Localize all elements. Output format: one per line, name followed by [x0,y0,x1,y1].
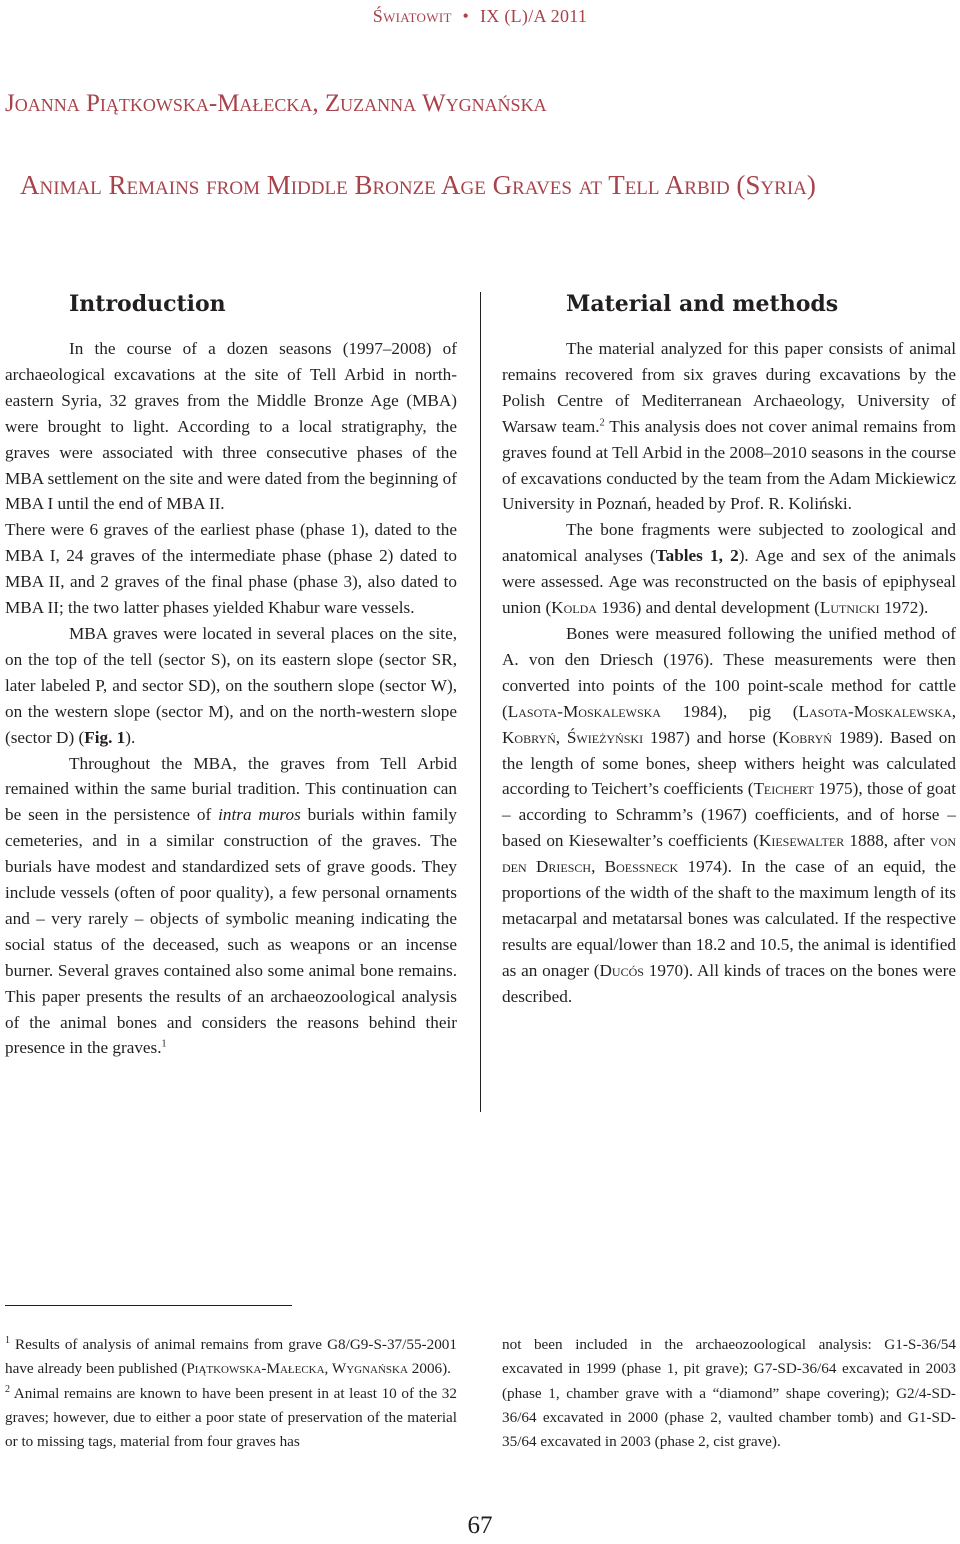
introduction-paragraph-1: In the course of a dozen seasons (1997–2008) of archaeological excavations at the site of Tell Arbid in north-eastern Syria, 32 graves from the Middle Bronze Age (MBA) were brought to light. According to a local stratigraphy, the graves were associated with three consecutive phases of the MBA settlement on the site and were dated from the beginning of MBA I until the end of MBA II. [5,339,457,514]
footnotes-left [5,1333,457,1454]
introduction-paragraph-2: MBA graves were located in several places on the site, on the top of the tell (sector S), on its eastern slope (sector SR, later labeled P, and sector SD), on the southern slope (sector W), on the western slope (sector M), and on the north-western slope (sector D) (Fig. 1). [5,623,457,747]
authors: Joanna Piątkowska-Małecka, Zuzanna Wygnańska [5,90,547,117]
bullet-separator: • [462,6,470,26]
column-divider [480,292,481,1112]
journal-volume: IX (L)/A [479,6,546,26]
methods-paragraph-2: The bone fragments were subjected to zoological and anatomical analyses (Tables 1, 2). Age and sex of the animals were assessed. Age was reconstructed on the basis of epiphyseal union (Kolda 1936) and dental development (Lutnicki 1972). [502,520,956,618]
footnote-2-continued: not been included in the archaeozoological analysis: G1-S-36/54 excavated in 1999 (phase 1, pit grave); G7-SD-36/64 excavated in 2003 (phase 1, chamber grave with a “diamond” shape covering); G2/4-SD-36/64 excavated in 2000 (phase 2, vaulted chamber tomb) and G1-SD-35/64 excavated in 2003 (phase 2, cist grave). [502,1336,956,1451]
methods-paragraph-3: Bones were measured following the unified method of A. von den Driesch (1976). These measurements were then converted into points of the 100 point-scale method for cattle (Lasota-Moskalewska 1984), pig (Lasota-Moskalewska, Kobryń, Świeżyński 1987) and horse (Kobryń 1989). Based on the length of some bones, sheep withers height was calculated according to Teichert’s coefficients (Teichert 1975), those of goat – according to Schramm’s (1967) coefficients, and of horse – based on Kiesewalter’s coefficients (Kiesewalter 1888, after von den Driesch, Boessneck 1974). In the case of an equid, the proportions of the width of the shaft to the maximum length of its metacarpal and metatarsal bones was calculated. If the respective results are equal/lower than 18.2 and 10.5, the animal is identified as an onager (Ducós 1970). All kinds of traces on the bones were described. [502,623,956,1006]
footnotes-right [502,1333,956,1454]
introduction-paragraph-3: Throughout the MBA, the graves from Tell Arbid remained within the same burial tradition. This continuation can be seen in the persistence of intra muros burials within family cemeteries, and in a similar construction of the graves. The burials have modest and standardized sets of grave goods. They include vessels (often of poor quality), a few personal ornaments and – very rarely – objects of symbolic meaning indicating the social status of the deceased, such as weapons or an incense burner. Several graves contained also some animal bone remains. This paper presents the results of an archaeozoological analysis of the animal bones and considers the reasons behind their presence in the graves.$^1$ [5,753,457,1058]
figure-reference[interactable]: Fig. 1 [84,727,126,747]
methods-column [502,288,956,1010]
footnote-1: $^1$ Results of analysis of animal remains from grave G8/G9-S-37/55-2001 have already been published (Piątkowska-Małecka, Wygnańska 2006). [5,1334,457,1378]
journal-year: 2011 [550,6,588,26]
tables-reference[interactable]: Tables 1, 2 [655,546,739,566]
footnote-ref-1[interactable]: 1 [161,1038,167,1050]
introduction-column [5,288,457,1061]
footnote-rule [5,1305,292,1306]
methods-heading: Material and methods [566,291,839,317]
footnote-2: $^2$ Animal remains are known to have been present in at least 10 of the 32 graves; however, due to either a poor state of preservation of the material or to missing tags, material from four graves has [5,1383,457,1451]
methods-paragraph-1: The material analyzed for this paper consists of animal remains recovered from six graves during excavations by the Polish Centre of Mediterranean Archaeology, University of Warsaw team.$^2$ This analysis does not cover animal remains from graves found at Tell Arbid in the 2008–2010 seasons in the course of excavations conducted by the team from the Adam Mickiewicz University in Poznań, headed by Prof. R. Koliński. [502,339,956,514]
article-title: Animal Remains from Middle Bronze Age Graves at Tell Arbid (Syria) [20,170,816,200]
journal-name: Światowit [372,6,452,26]
introduction-heading: Introduction [69,291,226,317]
footnote-ref-2[interactable]: 2 [599,416,605,428]
page-number: 67 [467,1512,493,1539]
journal-header [0,6,960,27]
introduction-paragraph-1b: There were 6 graves of the earliest phase (phase 1), dated to the MBA I, 24 graves of the intermediate phase (phase 2) dated to MBA II, and 2 graves of the final phase (phase 3), also dated to MBA II; the two latter phases yielded Khabur ware vessels. [5,520,457,618]
